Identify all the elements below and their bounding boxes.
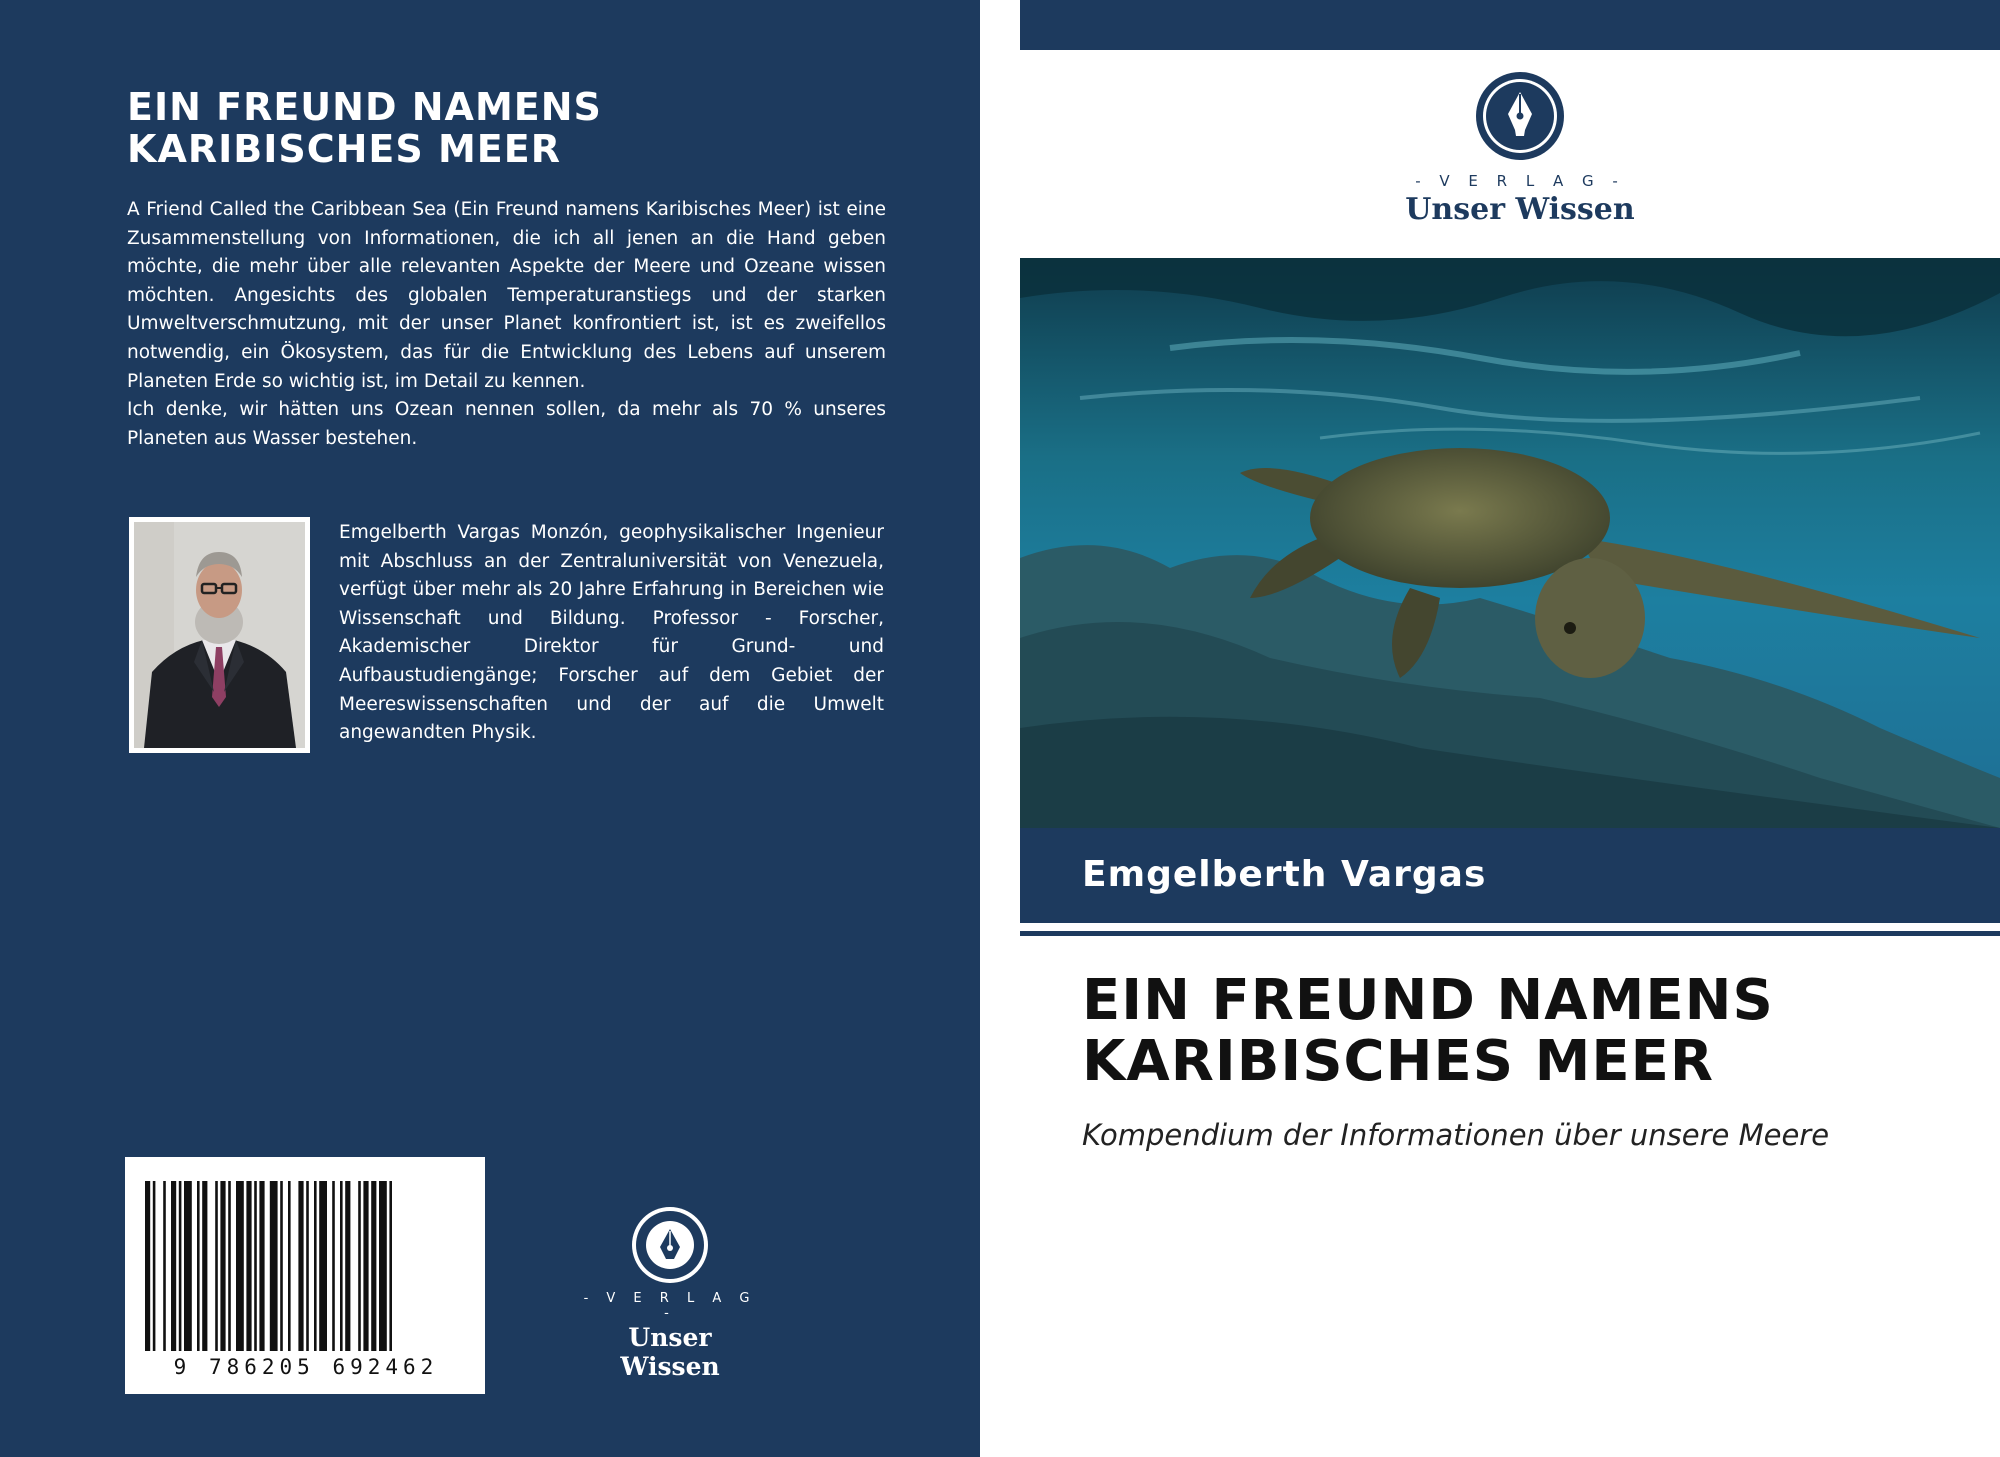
back-publisher-name: Unser Wissen	[620, 1323, 720, 1381]
barcode-bar	[319, 1181, 327, 1351]
back-cover	[0, 0, 980, 1457]
back-cover-title	[127, 86, 887, 170]
front-title-line-1: EIN FREUND NAMENS	[1082, 968, 1774, 1033]
blurb-paragraph-1: A Friend Called the Caribbean Sea (Ein Freund namens Karibisches Meer) ist eine Zusammenstellung von Informationen, die ich all jenen an die Hand geben möchte, die mehr über alle relevanten Aspekte der Meere und Ozeane wissen möchten. Angesichts des globalen Temperaturanstiegs und der starken Umweltverschmutzung, mit der unser Planet konfrontiert ist, ist es zweifellos notwendig, ein Ökosystem, das für die Entwicklung des Lebens auf unserem Planeten Erde so wichtig ist, im Detail zu kennen.	[127, 199, 886, 392]
front-top-bar	[1020, 0, 2000, 50]
isbn-number: 9 786205 692462	[173, 1355, 439, 1379]
barcode-bar	[163, 1181, 166, 1351]
front-cover	[1020, 0, 2000, 1457]
book-blurb	[127, 196, 886, 453]
barcode-bar	[389, 1181, 392, 1351]
barcode-bar	[254, 1181, 257, 1351]
barcode-bar	[259, 1181, 264, 1351]
barcode-bar	[298, 1181, 303, 1351]
front-cover-title	[1082, 970, 1982, 1092]
barcode-bar	[145, 1181, 150, 1351]
front-subtitle: Kompendium der Informationen über unsere Meere	[1082, 1118, 1830, 1152]
barcode-bar	[236, 1181, 244, 1351]
barcode-bar	[171, 1181, 176, 1351]
book-spine	[980, 0, 1020, 1457]
barcode-bar	[314, 1181, 317, 1351]
barcode-bar	[358, 1181, 361, 1351]
publisher-seal-icon	[630, 1205, 710, 1285]
barcode-bar	[220, 1181, 225, 1351]
fountain-pen-nib-icon	[1474, 70, 1566, 162]
barcode-bar	[246, 1181, 251, 1351]
barcode-bar	[280, 1181, 283, 1351]
isbn-barcode	[125, 1157, 485, 1394]
barcode-bar	[288, 1181, 291, 1351]
barcode-bar	[270, 1181, 278, 1351]
back-verlag-label: - V E R L A G -	[583, 1291, 757, 1321]
barcode-bar	[332, 1181, 335, 1351]
back-title-line-2: KARIBISCHES MEER	[127, 127, 561, 171]
barcode-bar	[340, 1181, 343, 1351]
author-portrait-image	[134, 522, 305, 748]
barcode-bar	[228, 1181, 231, 1351]
back-title-line-1: EIN FREUND NAMENS	[127, 85, 602, 129]
blurb-paragraph-2: Ich denke, wir hätten uns Ozean nennen sollen, da mehr als 70 % unseres Planeten aus Wasser bestehen.	[127, 399, 886, 449]
barcode-bar	[363, 1181, 368, 1351]
front-author-name: Emgelberth Vargas	[1082, 854, 1487, 895]
barcode-bar	[202, 1181, 207, 1351]
back-publisher-logo	[580, 1205, 760, 1381]
front-publisher-name: Unser Wissen	[1405, 192, 1635, 227]
author-photo	[129, 517, 310, 753]
barcode-bar	[345, 1181, 350, 1351]
author-bio: Emgelberth Vargas Monzón, geophysikalischer Ingenieur mit Abschluss an der Zentraluniversität von Venezuela, verfügt über mehr als 20 Jahre Erfahrung in Bereichen wie Wissenschaft und Bildung. Professor - Forscher, Akademischer Direktor für Grund- und Aufbaustudiengänge; Forscher auf dem Gebiet der Meereswissenschaften und der auf die Umwelt angewandten Physik.	[339, 522, 884, 744]
barcode-bar	[379, 1181, 387, 1351]
barcode-bars	[145, 1181, 465, 1351]
front-title-line-2: KARIBISCHES MEER	[1082, 1029, 1714, 1094]
barcode-bar	[306, 1181, 309, 1351]
barcode-bar	[184, 1181, 192, 1351]
author-band	[1020, 828, 2000, 923]
barcode-bar	[179, 1181, 182, 1351]
front-divider	[1020, 931, 2000, 936]
front-publisher-logo	[1370, 70, 1670, 230]
barcode-bar	[215, 1181, 218, 1351]
front-verlag-label: - V E R L A G -	[1415, 172, 1625, 190]
barcode-bar	[197, 1181, 200, 1351]
barcode-bar	[371, 1181, 376, 1351]
sea-turtle-photo	[1020, 258, 2000, 828]
sea-turtle-image	[1020, 258, 2000, 828]
barcode-bar	[153, 1181, 156, 1351]
